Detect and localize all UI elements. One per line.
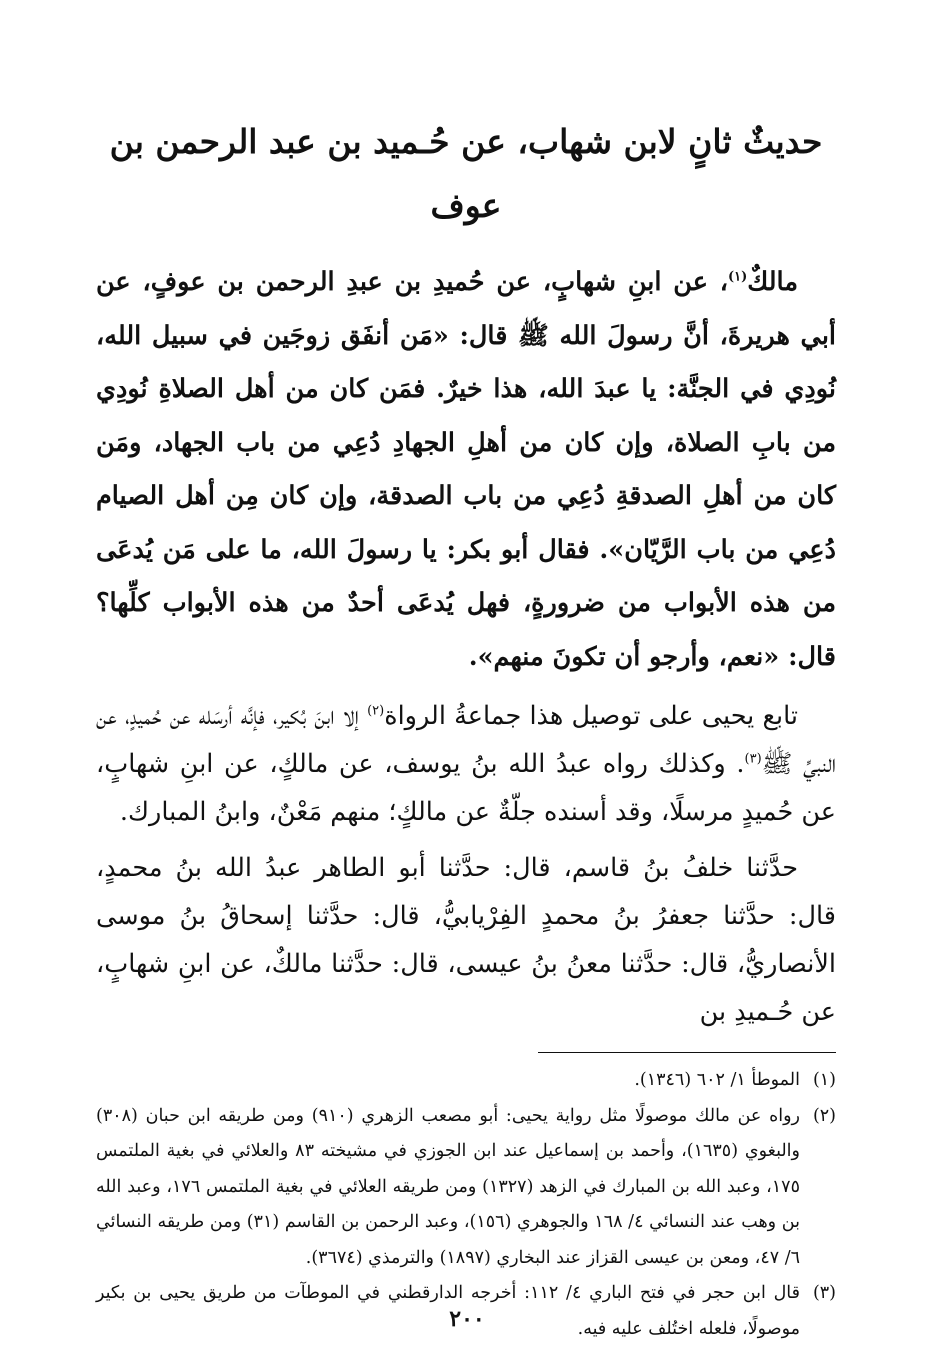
footnote-ref-1[interactable]: (١) [728, 269, 748, 285]
page-body [96, 110, 836, 1347]
footnote-divider [538, 1052, 836, 1053]
footnote-text: قال ابن حجر في فتح الباري ٤/ ١١٢: أخرجه الدارقطني في الموطآت من طريق يحيى بن بكير موصولًا، فلعله اختُلف عليه فيه. [96, 1283, 801, 1339]
footnote-ref-2[interactable]: (٢) [367, 703, 385, 719]
footnotes [96, 1063, 836, 1347]
chapter-title: حديثٌ ثانٍ لابن شهاب، عن حُـميد بن عبد الرحمن بن عوف [109, 122, 823, 225]
hadith-body: ، عن ابنِ شهابٍ، عن حُميدِ بن عبدِ الرحمن بن عوفٍ، عن أبي هريرةَ، أنَّ رسولَ الله ﷺ قال: «مَن أنفَق زوجَين في سبيل الله، نُودِي في الجنَّة: يا عبدَ الله، هذا خيرٌ. فمَن كان من أهل الصلاةِ نُودِي من بابِ الصلاة، وإن كان من أهلِ الجهادِ دُعِي من باب الجهاد، ومَن كان من أهلِ الصدقةِ دُعِي من باب الصدقة، وإن كان مِن أهل الصيام دُعِي من باب الرَّيّان». فقال أبو بكر: يا رسولَ الله، ما على مَن يُدعَى من هذه الأبواب من ضرورةٍ، فهل يُدعَى أحدٌ من هذه الأبواب كلِّها؟ قال: «نعم، وأرجو أن تكونَ منهم». [96, 267, 836, 672]
footnote-text: رواه عن مالك موصولًا مثل رواية يحيى: أبو مصعب الزهري (٩١٠) ومن طريقه ابن حبان (٣٠٨) والبغوي (١٦٣٥)، وأحمد بن إسماعيل عند ابن الجوزي في مشيخته ٨٣ والعلائي في بغية الملتمس ١٧٥، وعبد الله بن المبارك في الزهد (١٣٢٧) ومن طريقه العلائي في بغية الملتمس ١٧٦، وعبد الله بن وهب عند النسائي ٤/ ١٦٨ والجوهري (١٥٦)، وعبد الرحمن بن القاسم (٣١) ومن طريقه النسائي ٦/ ٤٧، ومعن بن عيسى القزاز عند البخاري (١٨٩٧) والترمذي (٣٦٧٤). [96, 1105, 801, 1268]
footnote-1 [96, 1063, 836, 1099]
footnote-number: (٣) [812, 1283, 836, 1303]
footnote-text: الموطأ ١/ ٦٠٢ (١٣٤٦). [634, 1070, 800, 1090]
commentary-part-3: . وكذلك رواه عبدُ الله بنُ يوسف، عن مالكٍ، عن ابنِ شهابٍ، عن حُميدٍ مرسلًا، وقد أسنده جلّةٌ عن مالكٍ؛ منهم مَعْنٌ، وابنُ المبارك. [96, 749, 836, 827]
footnote-number: (٢) [812, 1105, 836, 1126]
footnote-ref-3[interactable]: (٣) [744, 751, 762, 767]
isnad-paragraph: حدَّثنا خلفُ بنُ قاسم، قال: حدَّثنا أبو الطاهر عبدُ الله بنُ محمدٍ، قال: حدَّثنا جعفرُ بنُ محمدٍ الفِرْيابيُّ، قال: حدَّثنا إسحاقُ بنُ موسى الأنصاريُّ، قال: حدَّثنا معنُ بنُ عيسى، قال: حدَّثنا مالكٌ، عن ابنِ شهابٍ، عن حُـميدِ بن [96, 853, 836, 1027]
commentary-part-2: إلا ابنَ بُكير، فإنَّه أرسَله عن حُميدٍ، عن النبيِّ ﷺ [96, 701, 836, 779]
hadith-narrator: مالكٌ [747, 267, 798, 297]
commentary-part-1: تابع يحيى على توصيل هذا جماعةُ الرواة [384, 701, 799, 731]
page-number: ٢٠٠ [449, 1306, 485, 1332]
hadith-text [96, 256, 836, 684]
footnote-number: (١) [812, 1070, 836, 1090]
commentary-paragraph [96, 692, 836, 836]
footnote-2 [96, 1099, 836, 1277]
